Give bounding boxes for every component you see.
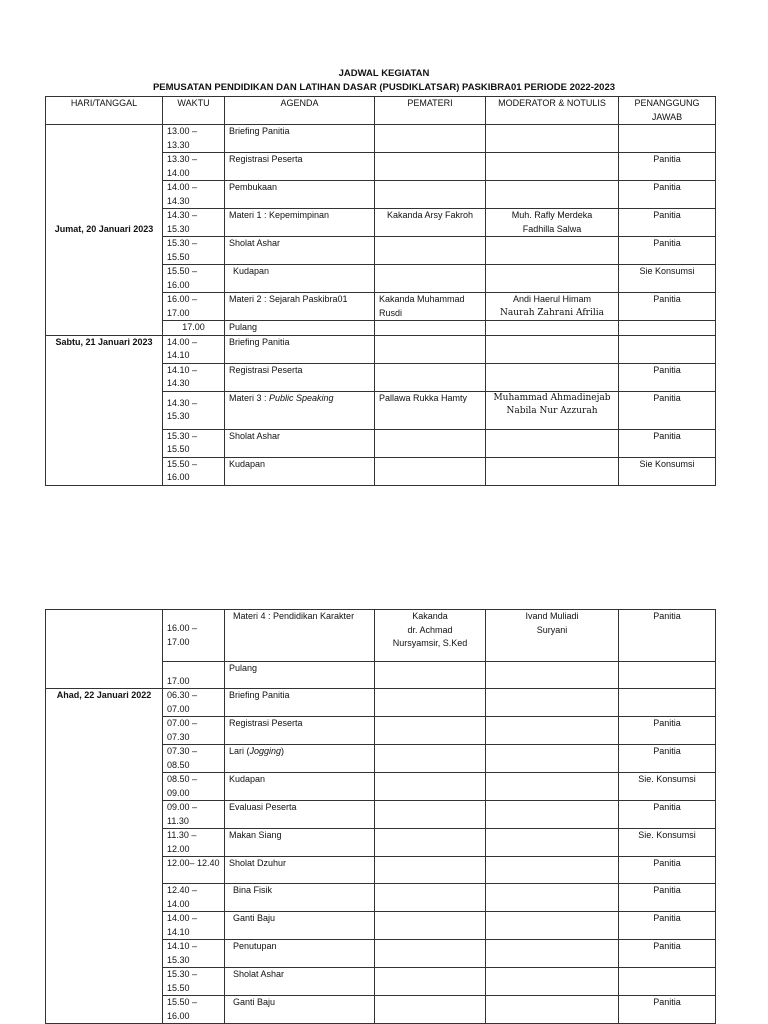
pj-cell: Sie Konsumsi: [619, 265, 716, 293]
time-cell: 14.10 – 15.30: [163, 940, 225, 968]
table-row: [46, 689, 716, 717]
pj-cell: [619, 321, 716, 336]
time-cell: 16.00 – 17.00: [163, 610, 225, 662]
agenda-cell: [225, 745, 375, 773]
pemateri-cell: [375, 940, 486, 968]
table-row: [46, 335, 716, 363]
agenda-italic-text: Public Speaking: [269, 392, 334, 403]
agenda-cell: Pulang: [225, 662, 375, 689]
pemateri-cell: [375, 125, 486, 153]
pj-cell: Sie. Konsumsi: [619, 773, 716, 801]
time-cell: 07.00 – 07.30: [163, 717, 225, 745]
time-cell: 12.00– 12.40: [163, 857, 225, 884]
time-cell: 15.50 – 16.00: [163, 996, 225, 1024]
pemateri-cell: [375, 610, 486, 662]
moderator-cell: [486, 237, 619, 265]
pemateri-line: dr. Achmad: [407, 624, 453, 635]
agenda-cell: Kudapan: [225, 265, 375, 293]
moderator-cell: [486, 153, 619, 181]
agenda-cell: Evaluasi Peserta: [225, 801, 375, 829]
moderator-name: Ivand Muliadi: [525, 611, 579, 621]
notulis-name: Naurah Zahrani Afrilia: [500, 307, 604, 318]
time-cell: 15.30 – 15.50: [163, 968, 225, 996]
moderator-cell: [486, 940, 619, 968]
time-cell: 08.50 – 09.00: [163, 773, 225, 801]
agenda-cell: Kudapan: [225, 457, 375, 485]
header-hari: HARI/TANGGAL: [46, 97, 163, 125]
pj-cell: Sie Konsumsi: [619, 457, 716, 485]
agenda-cell: [225, 391, 375, 429]
pj-cell: [619, 125, 716, 153]
moderator-cell: [486, 884, 619, 912]
moderator-cell: [486, 391, 619, 429]
moderator-cell: [486, 996, 619, 1024]
moderator-cell: [486, 209, 619, 237]
pj-cell: Panitia: [619, 912, 716, 940]
moderator-cell: [486, 689, 619, 717]
pemateri-cell: [375, 662, 486, 689]
pemateri-cell: [375, 153, 486, 181]
notulis-name: Fadhilla Salwa: [522, 223, 582, 234]
pemateri-cell: [375, 265, 486, 293]
pemateri-cell: [375, 335, 486, 363]
agenda-text-tail: ): [281, 746, 285, 756]
time-cell: 16.00 – 17.00: [163, 293, 225, 321]
moderator-name: Muhammad Ahmadinejab: [493, 392, 611, 403]
pj-cell: Panitia: [619, 391, 716, 429]
table-row: [46, 125, 716, 153]
moderator-cell: [486, 610, 619, 662]
time-cell: 14.10 – 14.30: [163, 363, 225, 391]
pj-cell: [619, 662, 716, 689]
pemateri-cell: [375, 857, 486, 884]
pj-cell: Panitia: [619, 801, 716, 829]
moderator-cell: [486, 181, 619, 209]
moderator-cell: [486, 773, 619, 801]
agenda-cell: Sholat Ashar: [225, 968, 375, 996]
agenda-text: Materi 3 :: [229, 392, 270, 403]
header-penanggung-jawab: PENANGGUNG JAWAB: [619, 97, 716, 125]
time-cell: 14.00 – 14.10: [163, 335, 225, 363]
document-title: JADWAL KEGIATAN: [338, 68, 430, 79]
moderator-cell: [486, 717, 619, 745]
pemateri-cell: [375, 996, 486, 1024]
pemateri-cell: [375, 968, 486, 996]
pj-cell: Panitia: [619, 363, 716, 391]
document-subtitle: PEMUSATAN PENDIDIKAN DAN LATIHAN DASAR (PUSDIKLATSAR) PASKIBRA01 PERIODE 2022-2023: [152, 82, 616, 93]
time-cell: 13.00 – 13.30: [163, 125, 225, 153]
pemateri-cell: Kakanda Arsy Fakroh: [375, 209, 486, 237]
agenda-cell: Bina Fisik: [225, 884, 375, 912]
pj-cell: Panitia: [619, 940, 716, 968]
pemateri-cell: Kakanda Muhammad Rusdi: [375, 293, 486, 321]
agenda-cell: Materi 1 : Kepemimpinan: [225, 209, 375, 237]
pemateri-cell: [375, 321, 486, 336]
pemateri-cell: [375, 829, 486, 857]
moderator-cell: [486, 429, 619, 457]
pj-cell: Panitia: [619, 153, 716, 181]
time-cell: 17.00: [163, 321, 225, 336]
moderator-cell: [486, 293, 619, 321]
pemateri-cell: [375, 363, 486, 391]
time-cell: 09.00 – 11.30: [163, 801, 225, 829]
pj-cell: Panitia: [619, 237, 716, 265]
moderator-cell: [486, 457, 619, 485]
agenda-cell: Kudapan: [225, 773, 375, 801]
table-row: [46, 610, 716, 662]
pemateri-line: Nursyamsir, S.Ked: [392, 638, 468, 648]
time-cell: 15.50 – 16.00: [163, 265, 225, 293]
time-cell: 15.30 – 15.50: [163, 429, 225, 457]
pj-cell: [619, 689, 716, 717]
agenda-cell: Materi 2 : Sejarah Paskibra01: [225, 293, 375, 321]
pj-cell: Panitia: [619, 610, 716, 662]
pj-cell: [619, 968, 716, 996]
pj-cell: Panitia: [619, 717, 716, 745]
pemateri-cell: [375, 717, 486, 745]
schedule-table-page1: [45, 96, 716, 486]
pemateri-cell: [375, 429, 486, 457]
moderator-cell: [486, 335, 619, 363]
agenda-text: Lari (: [229, 746, 250, 756]
day-jumat: Jumat, 20 Januari 2023: [46, 125, 163, 336]
time-cell: 14.30 – 15.30: [163, 391, 225, 429]
pemateri-cell: [375, 912, 486, 940]
agenda-cell: Briefing Panitia: [225, 689, 375, 717]
pemateri-cell: [375, 457, 486, 485]
pj-cell: Panitia: [619, 857, 716, 884]
agenda-cell: Materi 4 : Pendidikan Karakter: [225, 610, 375, 662]
agenda-cell: Penutupan: [225, 940, 375, 968]
pemateri-cell: [375, 689, 486, 717]
table-header-row: [46, 97, 716, 125]
time-cell: 15.30 – 15.50: [163, 237, 225, 265]
agenda-italic-text: Jogging: [249, 746, 282, 756]
header-moderator: MODERATOR & NOTULIS: [486, 97, 619, 125]
pj-cell: Panitia: [619, 209, 716, 237]
notulis-name: Suryani: [536, 624, 568, 635]
pj-cell: Panitia: [619, 884, 716, 912]
moderator-cell: [486, 857, 619, 884]
time-cell: 13.30 – 14.00: [163, 153, 225, 181]
time-cell: 12.40 – 14.00: [163, 884, 225, 912]
moderator-cell: [486, 265, 619, 293]
agenda-cell: Pulang: [225, 321, 375, 336]
pj-cell: Panitia: [619, 429, 716, 457]
moderator-name: Andi Haerul Himam: [512, 294, 592, 304]
time-cell: 14.00 – 14.30: [163, 181, 225, 209]
pemateri-cell: [375, 884, 486, 912]
time-cell: 17.00: [163, 662, 225, 689]
moderator-cell: [486, 829, 619, 857]
header-waktu: WAKTU: [163, 97, 225, 125]
time-cell: 14.30 – 15.30: [163, 209, 225, 237]
moderator-cell: [486, 125, 619, 153]
time-cell: 15.50 – 16.00: [163, 457, 225, 485]
day-ahad: Ahad, 22 Januari 2022: [46, 689, 163, 1024]
header-pemateri: PEMATERI: [375, 97, 486, 125]
day-sabtu: Sabtu, 21 Januari 2023: [46, 335, 163, 485]
time-cell: 07.30 – 08.50: [163, 745, 225, 773]
pj-cell: Panitia: [619, 996, 716, 1024]
time-cell: 14.00 – 14.10: [163, 912, 225, 940]
moderator-cell: [486, 321, 619, 336]
pemateri-cell: [375, 745, 486, 773]
moderator-cell: [486, 363, 619, 391]
agenda-cell: Registrasi Peserta: [225, 153, 375, 181]
moderator-cell: [486, 801, 619, 829]
agenda-cell: Registrasi Peserta: [225, 717, 375, 745]
pemateri-cell: [375, 801, 486, 829]
time-cell: 11.30 – 12.00: [163, 829, 225, 857]
moderator-cell: [486, 662, 619, 689]
time-cell: 06.30 – 07.00: [163, 689, 225, 717]
pemateri-cell: [375, 773, 486, 801]
moderator-cell: [486, 968, 619, 996]
pj-cell: Panitia: [619, 181, 716, 209]
agenda-cell: Registrasi Peserta: [225, 363, 375, 391]
day-sabtu-cont: [46, 610, 163, 689]
agenda-cell: Briefing Panitia: [225, 125, 375, 153]
pemateri-cell: Pallawa Rukka Hamty: [375, 391, 486, 429]
pemateri-cell: [375, 237, 486, 265]
pemateri-line: Kakanda: [412, 611, 448, 621]
header-agenda: AGENDA: [225, 97, 375, 125]
agenda-cell: Sholat Ashar: [225, 429, 375, 457]
agenda-cell: Makan Siang: [225, 829, 375, 857]
agenda-cell: Sholat Dzuhur: [225, 857, 375, 884]
pemateri-cell: [375, 181, 486, 209]
moderator-cell: [486, 912, 619, 940]
agenda-cell: Ganti Baju: [225, 912, 375, 940]
pj-cell: Panitia: [619, 293, 716, 321]
notulis-name: Nabila Nur Azzurah: [506, 406, 598, 416]
moderator-name: Muh. Rafly Merdeka: [511, 210, 593, 220]
pj-cell: Panitia: [619, 745, 716, 773]
schedule-table-page2: [45, 609, 716, 1024]
pj-cell: Sie. Konsumsi: [619, 829, 716, 857]
agenda-cell: Briefing Panitia: [225, 335, 375, 363]
agenda-cell: Ganti Baju: [225, 996, 375, 1024]
agenda-cell: Sholat Ashar: [225, 237, 375, 265]
agenda-cell: Pembukaan: [225, 181, 375, 209]
pj-cell: [619, 335, 716, 363]
moderator-cell: [486, 745, 619, 773]
